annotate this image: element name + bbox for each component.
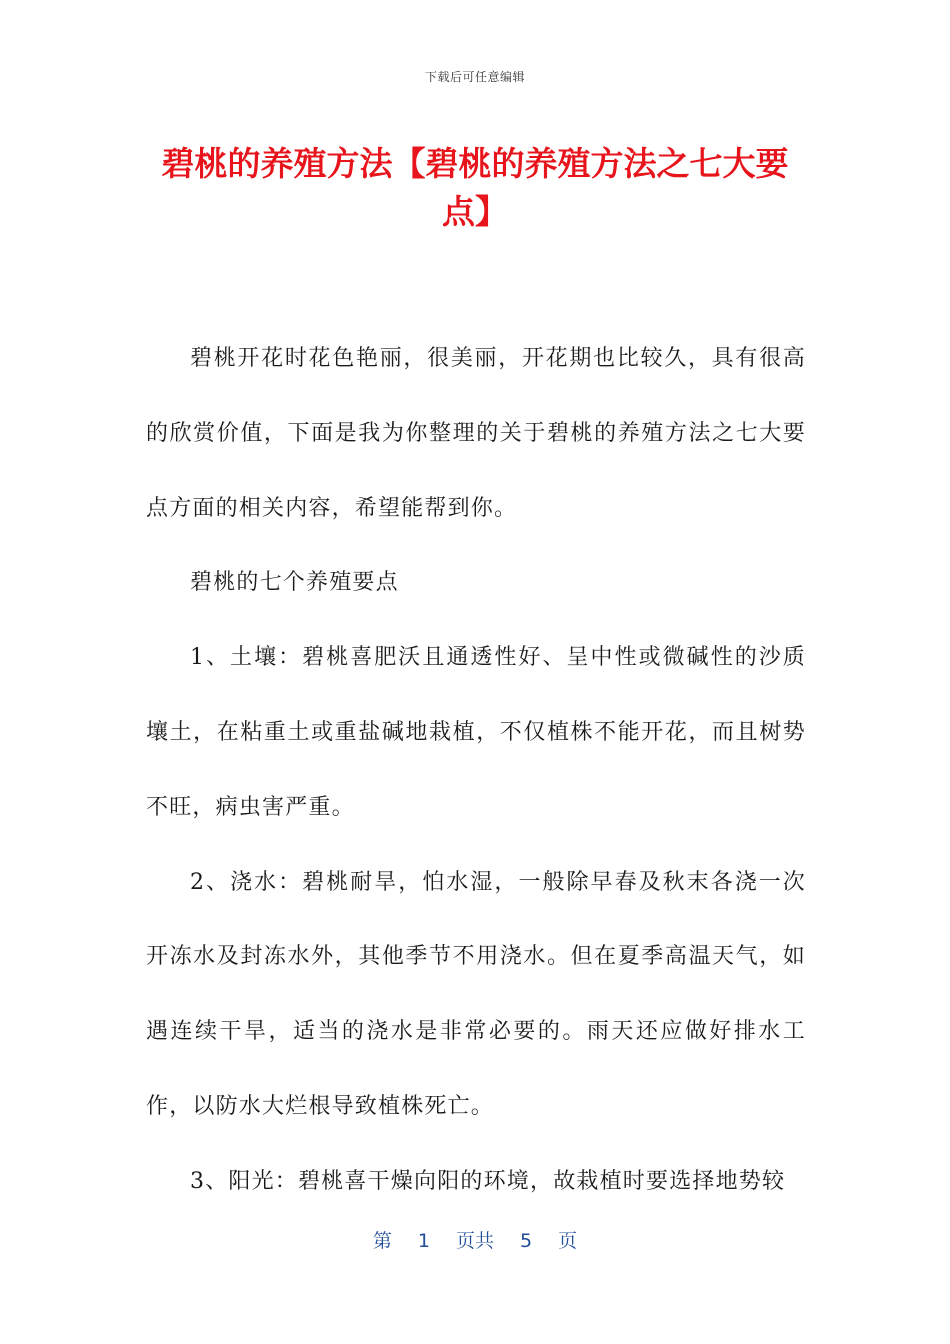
header-note: 下载后可任意编辑 [424, 70, 525, 84]
total-pages-number: 5 [520, 1230, 533, 1252]
paragraph-soil: 1、土壤：碧桃喜肥沃且通透性好、呈中性或微碱性的沙质壤土，在粘重土或重盐碱地栽植，不仅植株不能开花，而且树势不旺，病虫害严重。 [146, 645, 806, 820]
paragraph-watering: 2、浇水：碧桃耐旱，怕水湿，一般除早春及秋末各浇一次开冻水及封冻水外，其他季节不用浇水。但在夏季高温天气，如遇连续干旱，适当的浇水是非常必要的。雨天还应做好排水工作，以防水大烂根导致植株死亡。 [146, 869, 806, 1119]
page-label-prefix: 第 [372, 1230, 392, 1252]
paragraph-sunlight: 3、阳光：碧桃喜干燥向阳的环境，故栽植时要选择地势较 [190, 1168, 786, 1194]
paragraph-intro: 碧桃开花时花色艳丽，很美丽，开花期也比较久，具有很高的欣赏价值，下面是我为你整理的关于碧桃的养殖方法之七大要点方面的相关内容，希望能帮到你。 [146, 346, 806, 521]
document-body [146, 322, 806, 1220]
current-page-number: 1 [417, 1230, 430, 1252]
page-label-mid: 页共 [455, 1230, 494, 1252]
paragraph-subheading: 碧桃的七个养殖要点 [190, 570, 399, 596]
page-label-suffix: 页 [558, 1230, 578, 1252]
page-footer [0, 1226, 950, 1253]
document-title: 碧桃的养殖方法【碧桃的养殖方法之七大要点】 [161, 144, 789, 231]
